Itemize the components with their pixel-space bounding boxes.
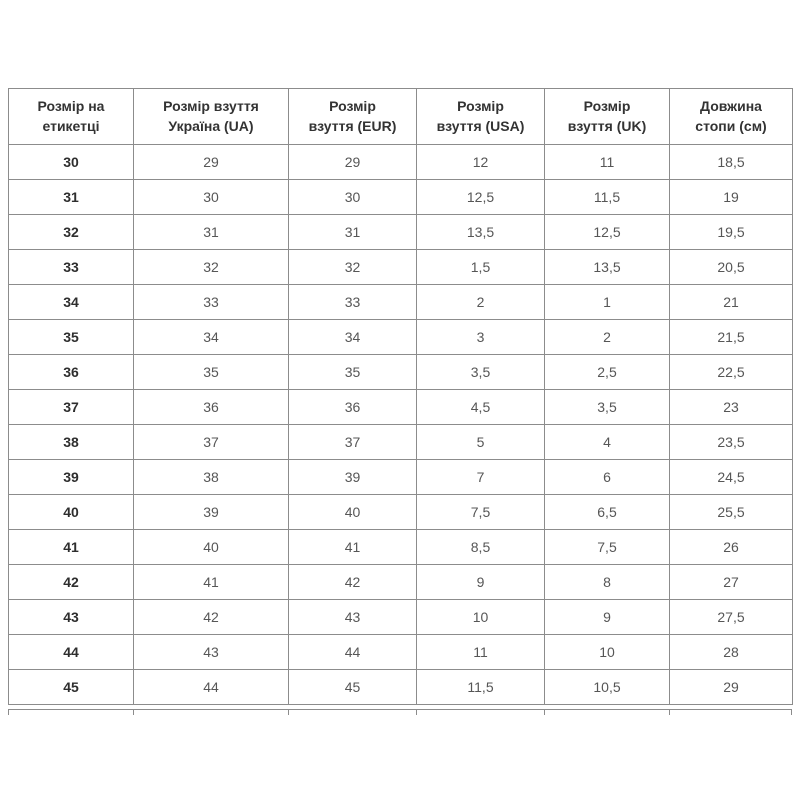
table-cell-uk: 10,5: [545, 670, 670, 705]
table-row: [9, 635, 793, 670]
table-cell-eur: 35: [289, 355, 417, 390]
table-cell-usa: 3: [417, 320, 545, 355]
table-cell-uk: 6,5: [545, 495, 670, 530]
row-size-label: 43: [9, 600, 134, 635]
header-line: взуття (UK): [567, 117, 647, 134]
table-cell-length: 27: [670, 565, 793, 600]
table-cell-usa: 12: [417, 145, 545, 180]
table-row: [9, 320, 793, 355]
table-cell-uk: 4: [545, 425, 670, 460]
partial-cell: [544, 709, 669, 715]
table-row: [9, 495, 793, 530]
table-row: [9, 390, 793, 425]
table-row: [9, 565, 793, 600]
table-cell-usa: 12,5: [417, 180, 545, 215]
row-size-label: 35: [9, 320, 134, 355]
table-cell-ua: 39: [134, 495, 289, 530]
table-cell-length: 26: [670, 530, 793, 565]
header-line: етикетці: [42, 117, 100, 134]
table-header-row: [9, 89, 793, 145]
table-cell-uk: 1: [545, 285, 670, 320]
table-cell-length: 22,5: [670, 355, 793, 390]
table-cell-length: 21: [670, 285, 793, 320]
header-cell-uk-size: [545, 89, 670, 145]
table-cell-uk: 10: [545, 635, 670, 670]
row-size-label: 42: [9, 565, 134, 600]
partial-cell: [133, 709, 288, 715]
table-cell-usa: 7,5: [417, 495, 545, 530]
row-size-label: 31: [9, 180, 134, 215]
table-cell-length: 23,5: [670, 425, 793, 460]
table-cell-uk: 11,5: [545, 180, 670, 215]
table-cell-length: 19: [670, 180, 793, 215]
table-cell-length: 27,5: [670, 600, 793, 635]
header-line: Довжина: [700, 97, 762, 114]
table-cell-ua: 38: [134, 460, 289, 495]
table-row: [9, 600, 793, 635]
header-line: Розмір: [329, 97, 376, 114]
table-cell-usa: 13,5: [417, 215, 545, 250]
row-size-label: 38: [9, 425, 134, 460]
table-cell-usa: 5: [417, 425, 545, 460]
table-cell-length: 20,5: [670, 250, 793, 285]
table-cell-ua: 34: [134, 320, 289, 355]
table-cell-ua: 44: [134, 670, 289, 705]
table-cell-usa: 8,5: [417, 530, 545, 565]
row-size-label: 36: [9, 355, 134, 390]
table-row: [9, 670, 793, 705]
table-cell-eur: 30: [289, 180, 417, 215]
table-row: [9, 460, 793, 495]
partial-cell: [416, 709, 544, 715]
row-size-label: 32: [9, 215, 134, 250]
header-line: Розмір на: [37, 97, 105, 114]
row-size-label: 45: [9, 670, 134, 705]
table-cell-eur: 31: [289, 215, 417, 250]
table-row: [9, 180, 793, 215]
table-cell-ua: 30: [134, 180, 289, 215]
table-cell-usa: 2: [417, 285, 545, 320]
table-cell-eur: 41: [289, 530, 417, 565]
shoe-size-conversion-table: [8, 88, 793, 705]
header-cell-ua-size: [134, 89, 289, 145]
table-cell-uk: 13,5: [545, 250, 670, 285]
table-cell-eur: 36: [289, 390, 417, 425]
table-cell-eur: 34: [289, 320, 417, 355]
table-cell-eur: 43: [289, 600, 417, 635]
table-cell-eur: 45: [289, 670, 417, 705]
partial-cell: [669, 709, 792, 715]
table-row: [9, 530, 793, 565]
table-cell-usa: 10: [417, 600, 545, 635]
row-size-label: 34: [9, 285, 134, 320]
table-cell-uk: 8: [545, 565, 670, 600]
table-cell-eur: 44: [289, 635, 417, 670]
row-size-label: 30: [9, 145, 134, 180]
header-line: Розмір взуття: [163, 97, 259, 114]
table-row: [9, 355, 793, 390]
table-cell-usa: 1,5: [417, 250, 545, 285]
table-cell-eur: 37: [289, 425, 417, 460]
table-cell-uk: 2: [545, 320, 670, 355]
table-cell-uk: 7,5: [545, 530, 670, 565]
partial-cell: [8, 709, 133, 715]
table-cell-eur: 33: [289, 285, 417, 320]
header-cell-eur-size: [289, 89, 417, 145]
row-size-label: 40: [9, 495, 134, 530]
row-size-label: 44: [9, 635, 134, 670]
table-row: [9, 250, 793, 285]
table-cell-ua: 32: [134, 250, 289, 285]
table-cell-eur: 32: [289, 250, 417, 285]
table-cell-length: 19,5: [670, 215, 793, 250]
table-cell-usa: 9: [417, 565, 545, 600]
table-cell-ua: 43: [134, 635, 289, 670]
partial-cell: [288, 709, 416, 715]
table-cell-uk: 11: [545, 145, 670, 180]
table-cell-ua: 40: [134, 530, 289, 565]
table-cell-uk: 3,5: [545, 390, 670, 425]
table-cell-usa: 11: [417, 635, 545, 670]
table-row: [9, 145, 793, 180]
table-cell-ua: 35: [134, 355, 289, 390]
table-cell-length: 25,5: [670, 495, 793, 530]
header-line: Розмір: [457, 97, 504, 114]
row-size-label: 41: [9, 530, 134, 565]
table-cell-usa: 7: [417, 460, 545, 495]
table-row: [9, 285, 793, 320]
table-cell-ua: 36: [134, 390, 289, 425]
table-cell-length: 28: [670, 635, 793, 670]
table-cell-eur: 40: [289, 495, 417, 530]
header-line: Розмір: [583, 97, 631, 114]
table-cell-length: 23: [670, 390, 793, 425]
table-cell-length: 24,5: [670, 460, 793, 495]
row-size-label: 37: [9, 390, 134, 425]
table-cell-usa: 4,5: [417, 390, 545, 425]
table-cell-length: 29: [670, 670, 793, 705]
table-cell-ua: 29: [134, 145, 289, 180]
table-cell-ua: 37: [134, 425, 289, 460]
table-cell-eur: 42: [289, 565, 417, 600]
table-cell-uk: 12,5: [545, 215, 670, 250]
table-row: [9, 425, 793, 460]
table-cell-uk: 6: [545, 460, 670, 495]
table-cell-uk: 2,5: [545, 355, 670, 390]
table-cell-usa: 3,5: [417, 355, 545, 390]
header-line: стопи (см): [695, 117, 767, 134]
table-cell-uk: 9: [545, 600, 670, 635]
table-cell-eur: 39: [289, 460, 417, 495]
header-cell-label-size: [9, 89, 134, 145]
row-size-label: 39: [9, 460, 134, 495]
table-cell-ua: 42: [134, 600, 289, 635]
header-line: взуття (USA): [436, 117, 525, 134]
table-cell-length: 18,5: [670, 145, 793, 180]
header-line: взуття (EUR): [308, 117, 397, 134]
row-size-label: 33: [9, 250, 134, 285]
table-cell-ua: 41: [134, 565, 289, 600]
header-cell-foot-length: [670, 89, 793, 145]
table-cell-length: 21,5: [670, 320, 793, 355]
header-line: Україна (UA): [168, 117, 254, 134]
table-row: [9, 215, 793, 250]
header-cell-usa-size: [417, 89, 545, 145]
table-cell-eur: 29: [289, 145, 417, 180]
partial-next-table-fragment: [8, 709, 792, 715]
table-cell-ua: 33: [134, 285, 289, 320]
table-cell-usa: 11,5: [417, 670, 545, 705]
table-cell-ua: 31: [134, 215, 289, 250]
